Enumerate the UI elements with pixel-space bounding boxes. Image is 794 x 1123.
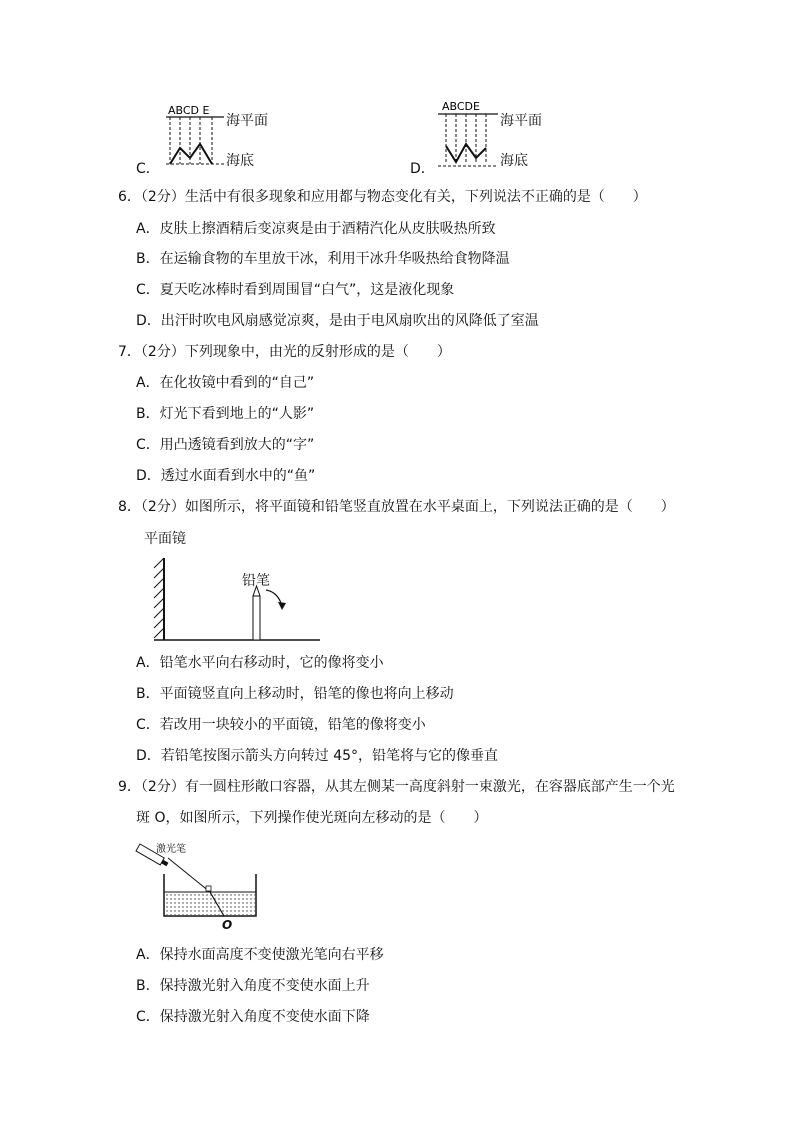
q8-figure — [140, 524, 330, 646]
q7-option-c[interactable]: C．用凸透镜看到放大的“字” — [136, 437, 315, 453]
q6-option-d[interactable]: D．出汗时吹电风扇感觉凉爽，是由于电风扇吹出的风降低了室温 — [136, 313, 539, 329]
q7-option-b[interactable]: B．灯光下看到地上的“人影” — [136, 406, 315, 422]
option-c-points: ABCD E — [168, 104, 210, 117]
q7-stem: 7．（2分）下列现象中，由光的反射形成的是（ ） — [118, 344, 451, 360]
q9-figure — [134, 838, 264, 934]
q8-mirror-pencil-diagram — [140, 524, 330, 646]
option-c-sea-floor: 海底 — [226, 153, 254, 169]
q6-option-a[interactable]: A．皮肤上擦酒精后变凉爽是由于酒精汽化从皮肤吸热所致 — [136, 221, 496, 237]
q8-mirror-label: 平面镜 — [144, 531, 186, 547]
q9-laser-label: 激光笔 — [156, 844, 186, 855]
option-c-letter: C． — [136, 161, 160, 177]
option-d-points: ABCDE — [442, 100, 480, 113]
q9-option-a[interactable]: A．保持水面高度不变使激光笔向右平移 — [136, 947, 384, 963]
q6-option-b[interactable]: B．在运输食物的车里放干冰，利用干冰升华吸热给食物降温 — [136, 251, 510, 267]
q7-option-d[interactable]: D．透过水面看到水中的“鱼” — [136, 468, 316, 484]
q8-option-c[interactable]: C．若改用一块较小的平面镜，铅笔的像将变小 — [136, 717, 426, 733]
q8-option-a[interactable]: A．铅笔水平向右移动时，它的像将变小 — [136, 655, 384, 671]
option-d-figure[interactable] — [410, 100, 570, 180]
q9-option-c[interactable]: C．保持激光射入角度不变使水面下降 — [136, 1009, 370, 1025]
q9-stem-line1: 9．（2分）有一圆柱形敞口容器，从其左侧某一高度斜射一束激光，在容器底部产生一个光 — [118, 779, 675, 795]
q9-laser-container-diagram — [134, 838, 264, 934]
q6-option-c[interactable]: C．夏天吃冰棒时看到周围冒“白气”，这是液化现象 — [136, 282, 455, 298]
option-d-sea-floor: 海底 — [500, 153, 528, 169]
option-c-figure[interactable] — [136, 100, 296, 180]
q6-stem: 6．（2分）生活中有很多现象和应用都与物态变化有关，下列说法不正确的是（ ） — [118, 189, 647, 205]
q9-option-b[interactable]: B．保持激光射入角度不变使水面上升 — [136, 978, 370, 994]
option-d-sea-level: 海平面 — [500, 113, 542, 129]
option-d-letter: D． — [410, 161, 435, 177]
q7-option-a[interactable]: A．在化妆镜中看到的“自己” — [136, 375, 315, 391]
q8-pencil-label: 铅笔 — [242, 573, 270, 589]
q8-stem: 8．（2分）如图所示，将平面镜和铅笔竖直放置在水平桌面上，下列说法正确的是（ ） — [118, 499, 675, 515]
q9-stem-line2: 斑 O，如图所示，下列操作使光斑向左移动的是（ ） — [136, 810, 488, 826]
q9-spot-label: O — [222, 918, 233, 932]
option-c-sea-level: 海平面 — [226, 113, 268, 129]
q8-option-d[interactable]: D．若铅笔按图示箭头方向转过 45°，铅笔将与它的像垂直 — [136, 748, 499, 764]
q8-option-b[interactable]: B．平面镜竖直向上移动时，铅笔的像也将向上移动 — [136, 686, 454, 702]
